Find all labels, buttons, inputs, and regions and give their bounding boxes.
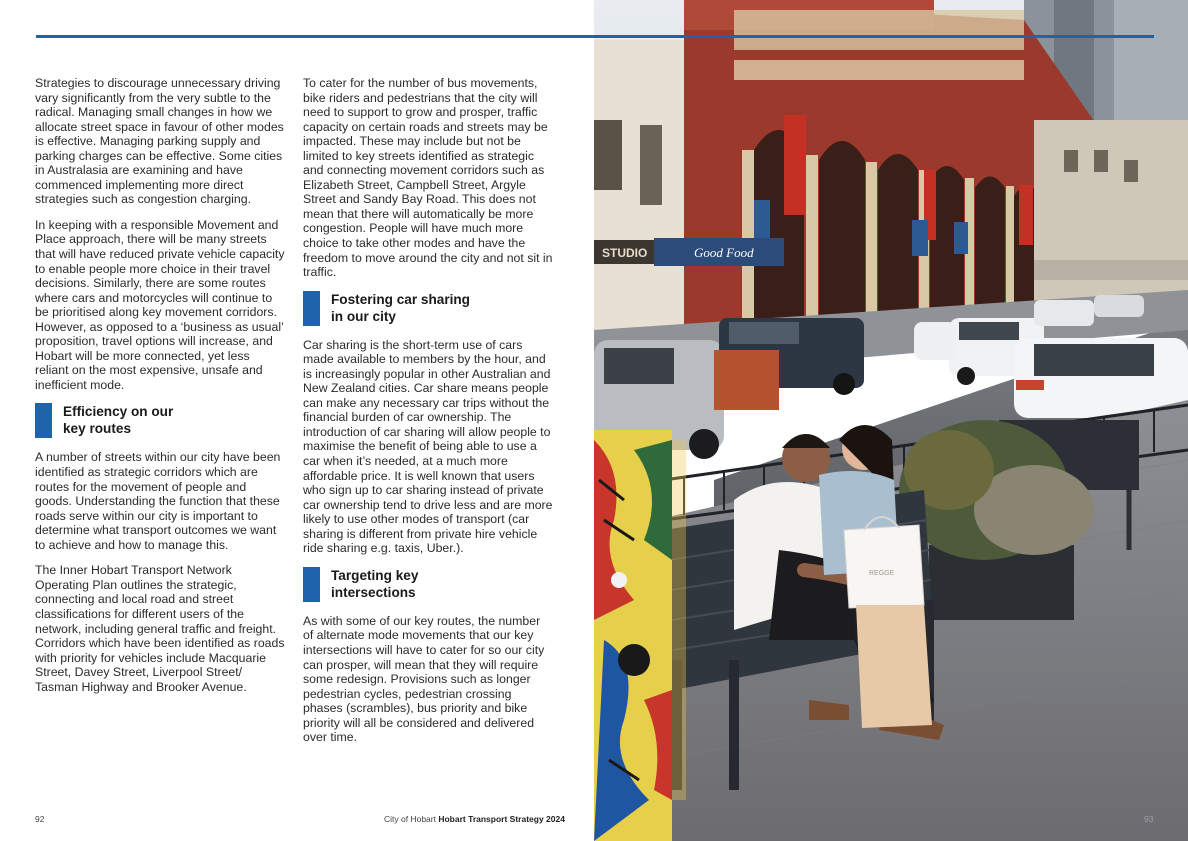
- section-heading-car-sharing: [303, 291, 553, 326]
- page-number-right: 93: [1144, 814, 1154, 824]
- paragraph: To cater for the number of bus movements, bike riders and pedestrians that the city will need to support to grow and prosper, traffic capacity on certain roads and streets may be impacted. These may include but not be limited to key streets identified as strategic and connecting movement corridors such as Elizabeth Street, Campbell Street, Argyle Street and Sandy Bay Road. This does not mean that there will automatically be more congestion. People will have much more choice to take other modes and have the freedom to move around the city and not sit in traffic.: [303, 76, 553, 280]
- street-photo: [594, 0, 1188, 841]
- heading-line: Fostering car sharing: [331, 291, 470, 307]
- heading-line: key routes: [63, 421, 132, 437]
- middle-column: [303, 76, 553, 756]
- paragraph: As with some of our key routes, the number of alternate mode movements that our key intersections will have to cater for so our city can prosper, will mean that they will require some redesign. Provisions such as longer pedestrian cycles, pedestrian crossing phases (scrambles), bus priority and bike priority will all be considered and delivered over time.: [303, 613, 545, 745]
- food-sign: Good Food: [694, 245, 754, 260]
- paragraph: In keeping with a responsible Movement and Place approach, there will be many streets that will have reduced private vehicle capacity to enable people more choice in their travel decisions. Similarly, there are some routes where cars and motorcycles will continue to be prioritised along key movement corridors. However, as opposed to a ‘business as usual’ proposition, travel options will increase, and Hobart will be more connected, yet less reliant on the most expensive, unsafe and inefficient mode.: [35, 217, 285, 392]
- section-heading-efficiency: [35, 403, 285, 438]
- paragraph: The Inner Hobart Transport Network Operating Plan outlines the strategic, connecting and local road and street classifications for different users of the network, including general traffic and freight. Corridors which have been identified as roads with priority for vehicles include Macquarie Street, Davey Street, Liverpool Street/ Tasman Highway and Brooker Avenue.: [35, 563, 285, 694]
- heading-accent-bar: [303, 291, 320, 326]
- running-footer: [384, 814, 565, 824]
- paragraph: Strategies to discourage unnecessary driving vary significantly from the very subtle to the radical. Managing small changes in how we allocate street space in favour of other modes is effective. Managing parking supply and parking charges can be effective. Some cities in Australasia are examining and have commenced implementing more direct strategies such as congestion charging.: [35, 76, 284, 207]
- header-rule: [36, 35, 1154, 38]
- paragraph: Car sharing is the short-term use of cars made available to members by the hour, and is increasingly popular in other Australian and New Zealand cities. Car share means people can make any necessary car trips without the financial burden of car ownership. The introduction of car sharing will allow people to maximise the benefit of being able to use a car when it’s needed, at a much more affordable price. It is well known that users who sign up to car sharing instead of private car ownership tend to drive less and are more likely to use other modes of transport (car sharing is different from private hire vehicle ride sharing e.g. taxis, Uber.).: [303, 337, 553, 556]
- footer-doc-title: Hobart Transport Strategy 2024: [438, 814, 565, 824]
- heading-line: in our city: [331, 308, 396, 324]
- heading-line: Efficiency on our: [63, 404, 174, 420]
- heading-accent-bar: [35, 403, 52, 438]
- heading-accent-bar: [303, 567, 320, 602]
- section-heading-intersections: [303, 567, 553, 602]
- bag-label: REGGE: [869, 570, 895, 577]
- heading-line: intersections: [331, 584, 416, 600]
- heading-line: Targeting key: [331, 567, 419, 583]
- footer-org: City of Hobart: [384, 814, 436, 824]
- paragraph: A number of streets within our city have been identified as strategic corridors which are routes for the movement of people and goods. Understanding the function that these roads serve within our city is important to determine what transport outcomes we want to achieve and how to manage this.: [35, 450, 281, 552]
- page-number-left: 92: [35, 814, 45, 824]
- studio-sign: STUDIO: [602, 246, 648, 260]
- left-column: [35, 76, 285, 705]
